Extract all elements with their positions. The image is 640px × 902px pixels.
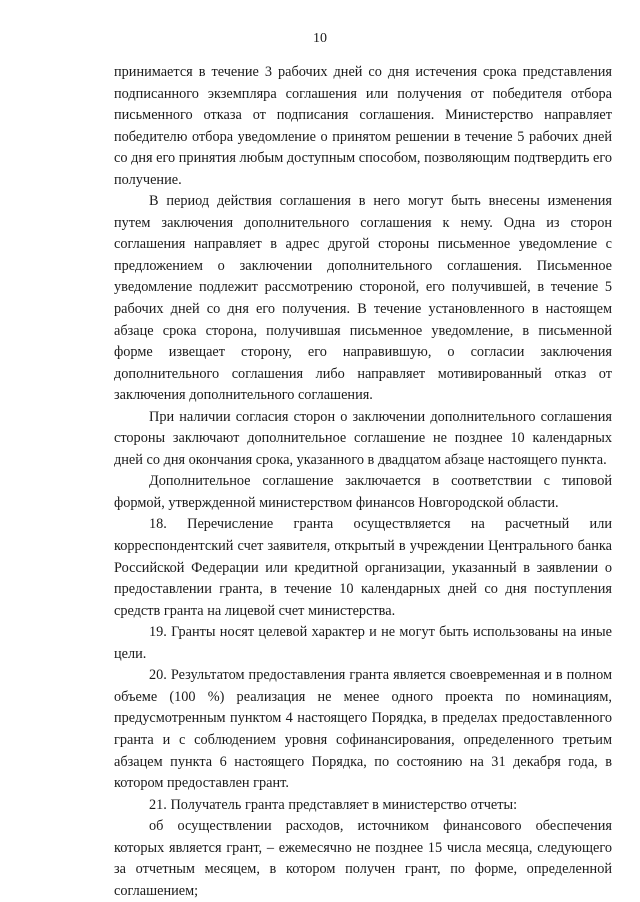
- paragraph-20: 20. Результатом предоставления гранта является своевременная и в полном объеме (100 %) реализация не менее одного проекта по номинациям, предусмотренным пунктом 4 настоящего Порядка, в пределах предоставленного гранта и с соблюдением уровня софинансирования, определенного третьим абзацем пункта 6 настоящего Порядка, по состоянию на 31 декабря года, в котором предоставлен грант.: [114, 667, 612, 792]
- paragraph-21-item: об осуществлении расходов, источником финансового обеспечения которых является грант, – ежемесячно не позднее 15 числа месяца, следующего за отчетным месяцем, в котором получен грант, по форме, определенной соглашением;: [114, 818, 612, 899]
- document-body: [114, 62, 612, 902]
- page-number: 10: [313, 31, 327, 46]
- paragraph-continuation: принимается в течение 3 рабочих дней со дня истечения срока представления подписанного экземпляра соглашения или получения от победителя отбора письменного отказа от подписания соглашения. Министерство направляет победителю отбора уведомление о принятом решении в течение 5 рабочих дней со дня его принятия любым доступным способом, позволяющим подтвердить его получение.: [114, 64, 612, 188]
- paragraph-18: 18. Перечисление гранта осуществляется на расчетный или корреспондентский счет заявителя, открытый в учреждении Центрального банка Российской Федерации или кредитной организации, указанный в заявлении о предоставлении гранта, в течение 10 календарных дней со дня поступления средств гранта на лицевой счет министерства.: [114, 516, 612, 619]
- paragraph-21: 21. Получатель гранта представляет в министерство отчеты:: [149, 796, 518, 813]
- paragraph-19: 19. Гранты носят целевой характер и не могут быть использованы на иные цели.: [114, 624, 612, 662]
- paragraph-amendment-period: В период действия соглашения в него могут быть внесены изменения путем заключения дополнительного соглашения к нему. Одна из сторон соглашения направляет в адрес другой стороны письменное уведомление с предложением о заключении дополнительного соглашения. Письменное уведомление подлежит рассмотрению стороной, его получившей, в течение 5 рабочих дней со дня его получения. В течение установленного в настоящем абзаце срока сторона, получившая письменное уведомление, в письменной форме извещает сторону, его направившую, о согласии заключения дополнительного соглашения либо направляет мотивированный отказ от заключения дополнительного соглашения.: [114, 193, 612, 404]
- paragraph-standard-form: Дополнительное соглашение заключается в соответствии с типовой формой, утвержденной министерством финансов Новгородской области.: [114, 473, 612, 511]
- paragraph-consent: При наличии согласия сторон о заключении дополнительного соглашения стороны заключают дополнительное соглашение не позднее 10 календарных дней со дня окончания срока, указанного в двадцатом абзаце настоящего пункта.: [114, 408, 612, 468]
